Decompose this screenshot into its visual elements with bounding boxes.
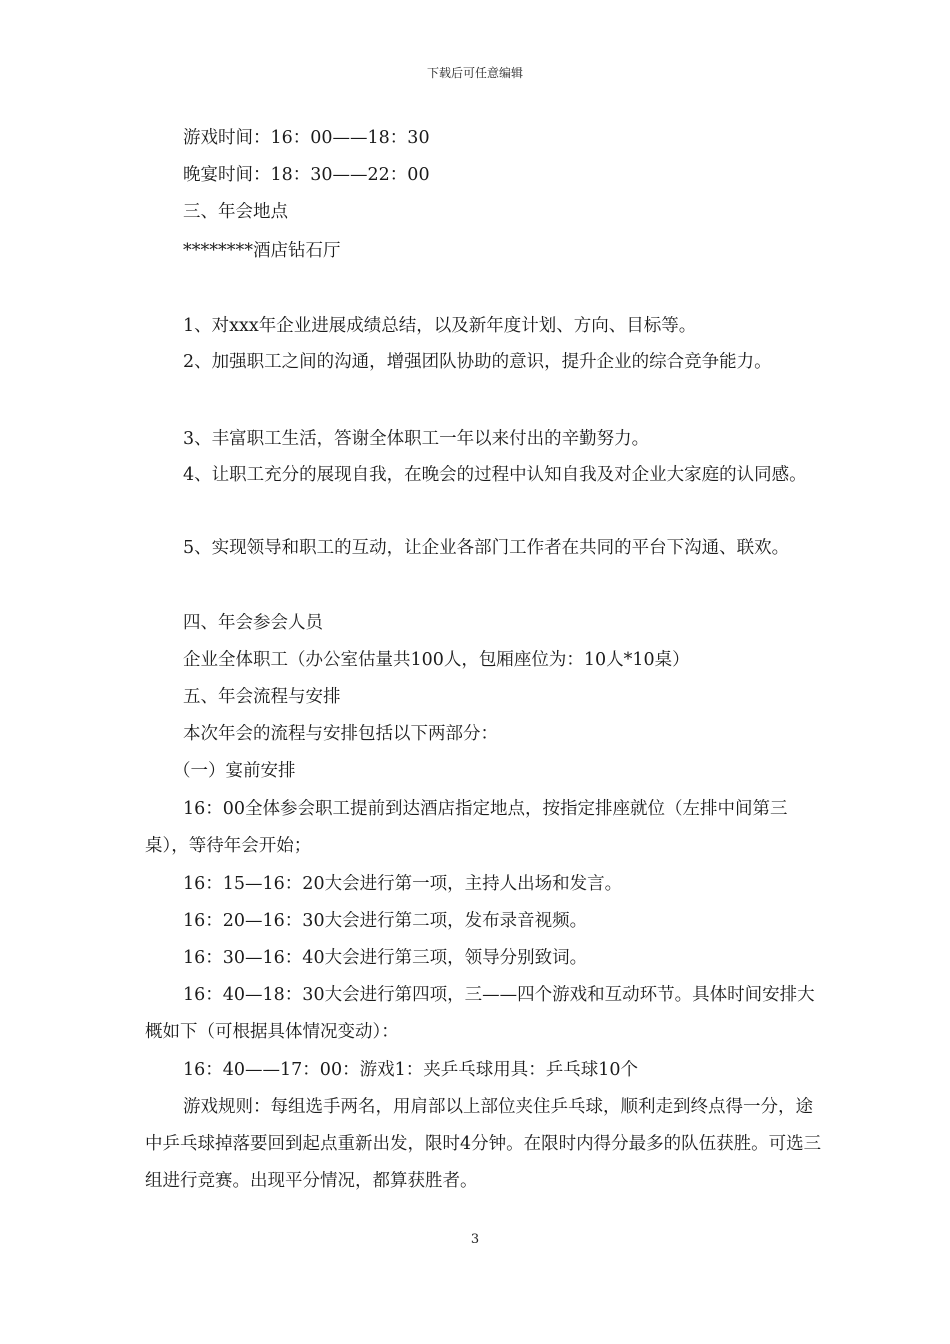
paragraph-game-1: 16：40——17：00：游戏1：夹乒乓球用具：乒乓球10个 <box>183 1060 638 1080</box>
section-heading-venue: 三、年会地点 <box>183 202 288 222</box>
paragraph-game-rules: 游戏规则：每组选手两名，用肩部以上部位夹住乒乓球，顺利走到终点得一分，途中乒乓球掉落要回到起点重新出发，限时4分钟。在限时内得分最多的队伍获胜。可选三组进行竞赛。出现平分情况，都算获胜者。 <box>145 1097 822 1191</box>
page-header: 下载后可任意编辑 <box>426 66 523 80</box>
paragraph-schedule-1620: 16：20—16：30大会进行第二项，发布录音视频。 <box>183 911 588 931</box>
paragraph-schedule-1600: 16：00全体参会职工提前到达酒店指定地点，按指定排座就位（左排中间第三桌），等待年会开始； <box>145 799 788 856</box>
paragraph-goal-2: 2、加强职工之间的沟通，增强团队协助的意识，提升企业的综合竞争能力。 <box>183 352 772 372</box>
paragraph-venue: ********酒店钻石厅 <box>183 241 341 261</box>
paragraph-schedule-1615: 16：15—16：20大会进行第一项，主持人出场和发言。 <box>183 874 623 894</box>
paragraph-dinner-time: 晚宴时间：18：30——22：00 <box>183 165 430 185</box>
paragraph-goal-5: 5、实现领导和职工的互动，让企业各部门工作者在共同的平台下沟通、联欢。 <box>183 538 790 558</box>
paragraph-goal-1: 1、对xxx年企业进展成绩总结，以及新年度计划、方向、目标等。 <box>183 316 697 336</box>
paragraph-process-intro: 本次年会的流程与安排包括以下两部分： <box>183 724 498 744</box>
paragraph-game-time: 游戏时间：16：00——18：30 <box>183 128 430 148</box>
paragraph-schedule-1640: 16：40—18：30大会进行第四项，三——四个游戏和互动环节。具体时间安排大概如下（可根据具体情况变动）： <box>145 985 815 1042</box>
paragraph-goal-4: 4、让职工充分的展现自我，在晚会的过程中认知自我及对企业大家庭的认同感。 <box>183 465 807 485</box>
paragraph-attendees: 企业全体职工（办公室估量共100人，包厢座位为：10人*10桌） <box>183 650 690 670</box>
section-heading-attendees: 四、年会参会人员 <box>183 613 323 633</box>
page-number: 3 <box>470 1232 480 1247</box>
subheading-pre-dinner: （一）宴前安排 <box>173 761 296 781</box>
section-heading-process: 五、年会流程与安排 <box>183 687 341 707</box>
paragraph-goal-3: 3、丰富职工生活，答谢全体职工一年以来付出的辛勤努力。 <box>183 429 650 449</box>
paragraph-schedule-1630: 16：30—16：40大会进行第三项，领导分别致词。 <box>183 948 588 968</box>
